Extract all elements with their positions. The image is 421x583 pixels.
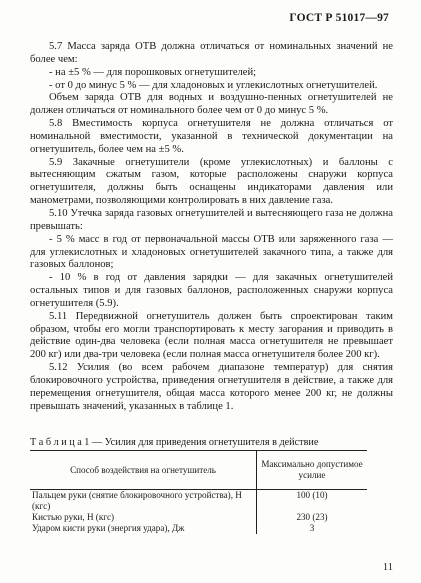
list-item: - на ±5 % — для порошковых огнетушителей; [49,66,257,78]
paragraph-5-8: 5.8 Вместимость корпуса огнетушителя не должна отличаться от номинальной вместимости, указанной в технической документации на огнетушитель, более чем на ±5 %. [30,118,393,155]
body-text [30,41,393,413]
table-row [30,490,367,513]
cell-method: Кистью руки, Н (кгс) [32,512,115,522]
list-item: - 10 % в год от давления зарядки — для закачных огнетушителей остальных типов и для газовых баллонов, расположенных снаружи корпуса огнетушителя (5.9). [30,272,393,309]
paragraph-5-12: 5.12 Усилия (во всем рабочем диапазоне температур) для снятия блокировочного устройства, приведения огнетушителя в действие, а также для перемещения огнетушителя, общая масса которого менее 200 кг, не должны превышать значений, указанных в таблице 1. [30,362,393,412]
page-number: 11 [382,562,393,573]
list-item: - 5 % масс в год от первоначальной массы ОТВ или заряженного газа — для углекислотных и хладоновых огнетушителей закачного типа, а также для газовых баллонов; [30,233,393,271]
table-row [30,512,367,523]
cell-method: Пальцем руки (снятие блокировочного устройства), Н (кгс) [32,490,242,511]
list-item: - от 0 до минус 5 % — для хладоновых и углекислотных огнетушителей. [49,79,378,91]
paragraph-5-9: 5.9 Закачные огнетушители (кроме углекислотных) и баллоны с вытесняющим сжатым газом, которые расположены снаружи корпуса огнетушителя, должны быть оснащены индикаторами давления или манометрами, позволяющими контролировать в них давление газа. [30,156,393,207]
column-header-force: Максимально допустимое усилие [257,451,368,490]
cell-value: 3 [257,523,368,534]
column-header-method: Способ воздействия на огнетушитель [30,451,257,490]
paragraph-5-11: 5.11 Передвижной огнетушитель должен быть спроектирован таким образом, чтобы его могли транспортировать к месту загорания и приводить в действие один-два человека (если полная масса огнетушителя не превышает 200 кг) или два-три человека (если полная масса огнетушителя более 200 кг). [30,310,393,361]
paragraph-5-10: 5.10 Утечка заряда газовых огнетушителей и вытесняющего газа не должна превышать: [30,207,393,232]
forces-table [30,450,367,534]
paragraph-5-7: 5.7 Масса заряда ОТВ должна отличаться от номинальных значений не более чем: [30,41,393,65]
cell-value: 100 (10) [257,490,368,513]
cell-method: Ударом кисти руки (энергия удара), Дж [32,523,185,533]
table-caption: Т а б л и ц а 1 — Усилия для приведения огнетушителя в действие [30,437,319,448]
table-header-row [30,451,367,490]
cell-value: 230 (23) [257,512,368,523]
document-header: ГОСТ Р 51017—97 [289,12,389,24]
paragraph-volume: Объем заряда ОТВ для водных и воздушно-пенных огнетушителей не должен отличаться от номинального более чем от 0 до минус 5 %. [30,92,393,117]
table-row [30,523,367,534]
